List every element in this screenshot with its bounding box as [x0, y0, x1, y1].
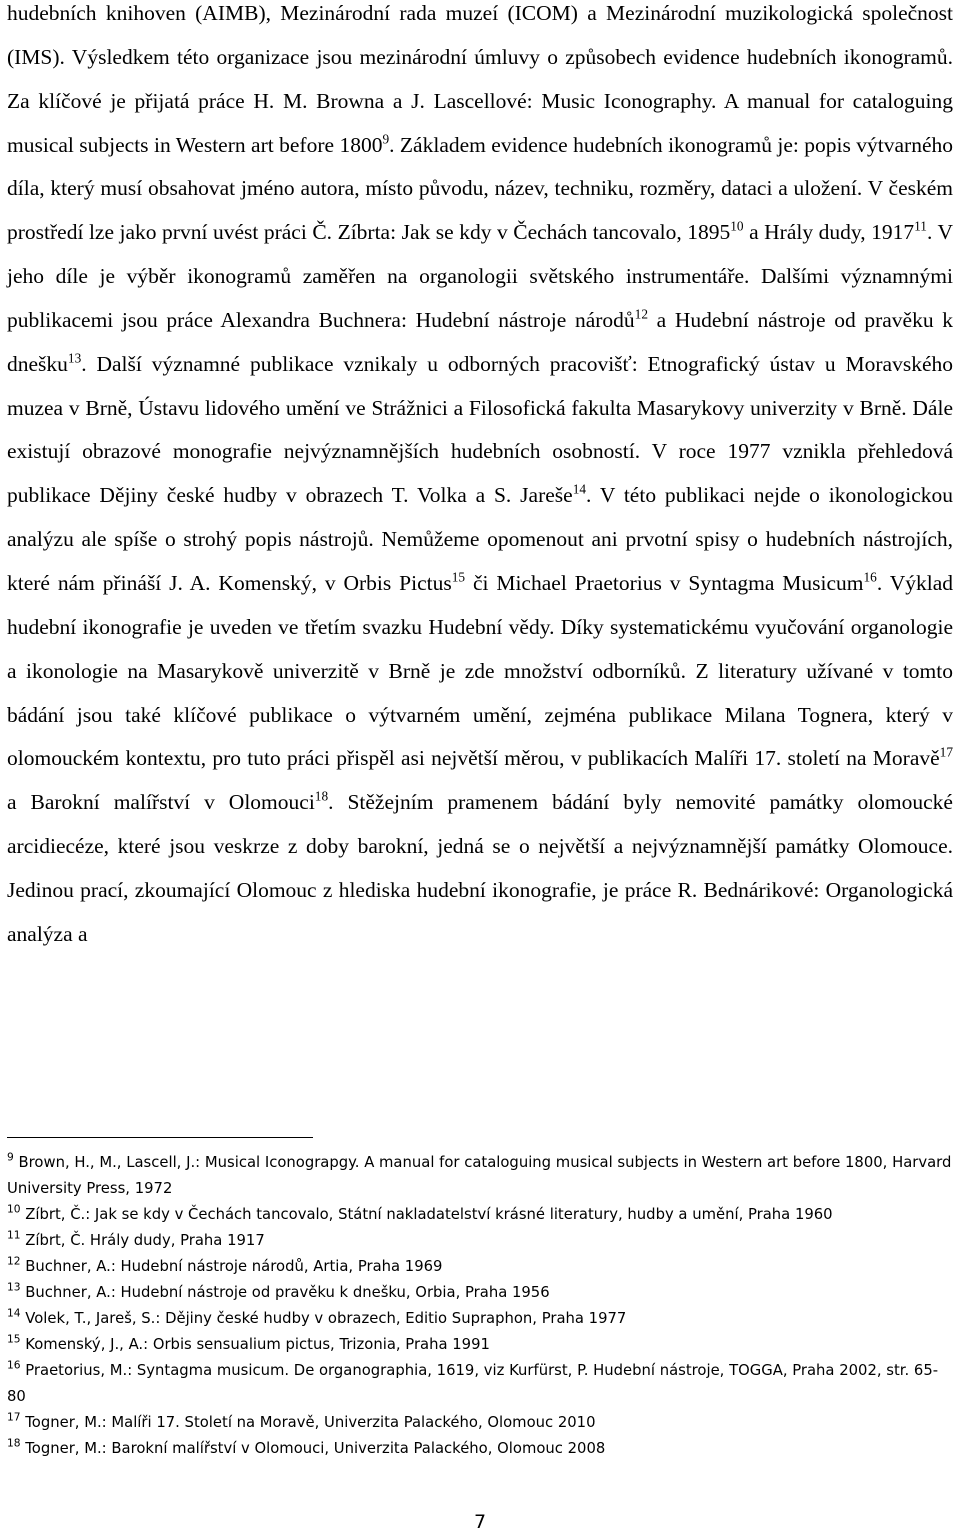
body-text-run: . Výklad hudební ikonografie je uveden ve třetím svazku Hudební vědy. Díky systematickému vyučování organologie a ikonologie na Masarykově univerzitě v Brně je zde množství odborníků. Z literatury užívané v tomto bádání jsou také klíčové publikace o výtvarném umění, zejména publikace Milana Tognera, který v olomouckém kontextu, pro tuto práci přispěl asi největší měrou, v publikacích Malíři 17. století na Moravě: [7, 570, 953, 771]
footnote-reference[interactable]: 17: [939, 744, 953, 760]
footnote-item: [7, 1150, 953, 1202]
footnote-number: 15: [7, 1332, 21, 1346]
footnote-number: 18: [7, 1436, 21, 1450]
footnote-text: Buchner, A.: Hudební nástroje od pravěku k dnešku, Orbia, Praha 1956: [25, 1284, 550, 1301]
footnote-item: [7, 1306, 953, 1332]
footnote-reference[interactable]: 13: [67, 350, 82, 366]
footnote-reference[interactable]: 10: [730, 218, 744, 234]
footnote-text: Komenský, J., A.: Orbis sensualium pictus, Trizonia, Praha 1991: [25, 1336, 490, 1353]
footnote-reference[interactable]: 18: [314, 788, 329, 804]
footnote-number: 9: [7, 1150, 14, 1164]
footnote-reference[interactable]: 14: [572, 481, 587, 497]
footnote-text: Zíbrt, Č. Hrály dudy, Praha 1917: [25, 1232, 265, 1249]
body-text-run: . Stěžejním pramenem bádání byly nemovité památky olomoucké arcidiecéze, které jsou veskrze z doby barokní, jedná se o největší a nejvýznamnější památky Olomouce. Jedinou prací, zkoumající Olomouc z hlediska hudební ikonografie, je práce R. Bednárikové: Organologická analýza a: [7, 790, 953, 946]
footnote-reference[interactable]: 12: [634, 306, 648, 322]
footnote-text: Volek, T., Jareš, S.: Dějiny české hudby v obrazech, Editio Supraphon, Praha 1977: [25, 1310, 627, 1327]
body-text-run: . Základem evidence hudebních ikonogramů je: popis výtvarného díla, který musí obsahovat jméno autora, místo původu, název, techniku, rozměry, dataci a uložení. V českém prostředí lze jako první uvést práci Č. Zíbrta: Jak se kdy v Čechách tancovalo, 1895: [7, 132, 954, 245]
footnote-text: Brown, H., M., Lascell, J.: Musical Iconograpgy. A manual for cataloguing musical subjects in Western art before 1800, Harvard University Press, 1972: [7, 1154, 952, 1197]
footnote-number: 14: [7, 1306, 21, 1320]
footnote-item: [7, 1254, 953, 1280]
body-text-run: a Barokní malířství v Olomouci: [7, 790, 315, 815]
footnote-reference[interactable]: 11: [914, 218, 927, 234]
footnote-item: [7, 1332, 953, 1358]
footnote-item: [7, 1358, 953, 1410]
footnote-item: [7, 1202, 953, 1228]
footnote-separator: [7, 1137, 313, 1138]
footnote-item: [7, 1280, 953, 1306]
footnote-text: Togner, M.: Malíři 17. Století na Moravě, Univerzita Palackého, Olomouc 2010: [25, 1414, 596, 1431]
body-text-run: či Michael Praetorius v Syntagma Musicum: [465, 570, 864, 595]
footnote-number: 13: [7, 1280, 21, 1294]
body-text-run: . V této publikaci nejde o ikonologickou analýzu ale spíše o strohý popis nástrojů. Nemůžeme opomenout ani prvotní spisy o hudebních nástrojích, které nám přináší J. A. Komenský, v Orbis Pictus: [7, 483, 953, 595]
footnote-item: [7, 1410, 953, 1436]
document-page: [7, 0, 953, 1534]
body-text-run: . Další významné publikace vznikaly u odborných pracovišť: Etnografický ústav u Moravského muzea v Brně, Ústavu lidového umění ve Strážnici a Filosofická fakulta Masarykovy univerzity v Brně. Dále existují obrazové monografie nejvýznamnějších hudebních osobností. V roce 1977 vznikla přehledová publikace Dějiny české hudby v obrazech T. Volka a S. Jareše: [7, 351, 953, 508]
footnotes-section: [7, 1150, 953, 1462]
footnote-reference[interactable]: 9: [382, 130, 390, 146]
footnote-number: 12: [7, 1254, 21, 1268]
footnote-number: 10: [7, 1202, 21, 1216]
footnote-text: Togner, M.: Barokní malířství v Olomouci, Univerzita Palackého, Olomouc 2008: [25, 1440, 606, 1457]
footnote-text: Zíbrt, Č.: Jak se kdy v Čechách tancovalo, Státní nakladatelství krásné literatury, hudby a umění, Praha 1960: [25, 1206, 833, 1223]
body-paragraph: [7, 0, 953, 957]
footnote-text: Buchner, A.: Hudební nástroje národů, Artia, Praha 1969: [25, 1258, 443, 1275]
footnote-number: 17: [7, 1410, 21, 1424]
body-text-run: hudebních knihoven (AIMB), Mezinárodní rada muzeí (ICOM) a Mezinárodní muzikologická společnost (IMS). Výsledkem této organizace jsou mezinárodní úmluvy o způsobech evidence hudebních ikonogramů. Za klíčové je přijatá práce H. M. Browna a J. Lascellové: Music Iconography. A manual for cataloguing musical subjects in Western art before 1800: [7, 1, 953, 157]
footnote-text: Praetorius, M.: Syntagma musicum. De organographia, 1619, viz Kurfürst, P. Hudební nástroje, TOGGA, Praha 2002, str. 65-80: [7, 1362, 939, 1405]
footnote-number: 11: [7, 1228, 21, 1242]
footnote-number: 16: [7, 1358, 21, 1372]
footnote-reference[interactable]: 16: [863, 569, 877, 585]
footnote-reference[interactable]: 15: [451, 569, 466, 585]
footnote-item: [7, 1228, 953, 1254]
body-text-run: a Hudební nástroje od pravěku k dnešku: [7, 307, 953, 376]
body-text-run: . V jeho díle je výběr ikonogramů zaměřen na organologii světského instrumentáře. Dalšími významnými publikacemi jsou práce Alexandra Buchnera: Hudební nástroje národů: [7, 220, 953, 332]
footnote-item: [7, 1436, 953, 1462]
page-number: 7: [473, 1511, 487, 1533]
body-text-run: a Hrály dudy, 1917: [743, 220, 915, 245]
